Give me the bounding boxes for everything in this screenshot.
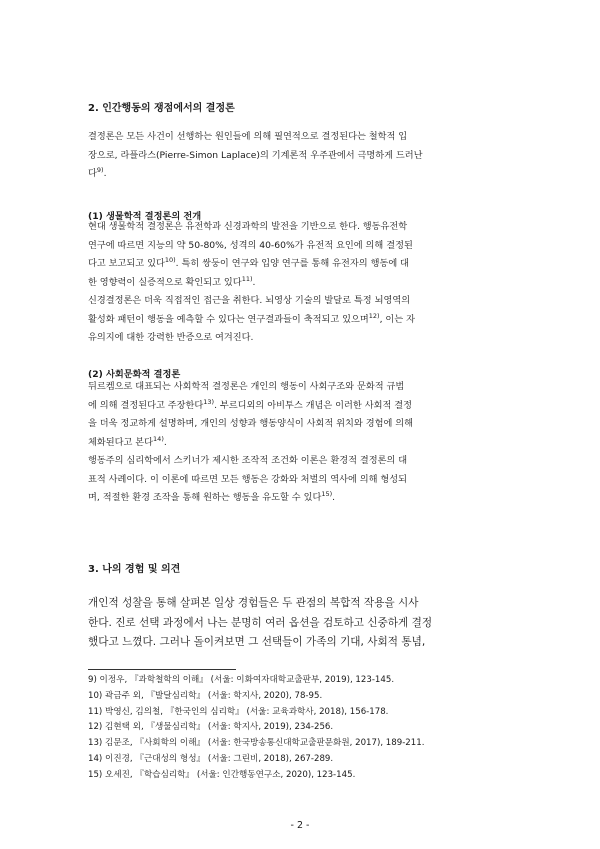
section-3-para (88, 594, 512, 653)
text-line: 표적 사례이다. 이 이론에 따르면 모든 행동은 강화와 처벌의 역사에 의해 형성되 (88, 473, 408, 485)
footnote-item: 9) 이정우, 『과학철학의 이해』 (서울: 이화여자대학교출판부, 2019), 123-145. (88, 675, 395, 685)
text-line: 개인적 성찰을 통해 살펴본 일상 경험들은 두 관점의 복합적 작용을 시사 (88, 597, 419, 609)
text-line: 결정론은 모든 사건이 선행하는 원인들에 의해 필연적으로 결정된다는 철학적 입 (88, 131, 408, 142)
page-number: - 2 - (290, 820, 310, 831)
subsection-2-para-1 (88, 378, 512, 452)
section-2-heading: 2. 인간행동의 쟁점에서의 결정론 (88, 103, 235, 114)
footnotes-list (88, 673, 424, 784)
text-line: 현대 생물학적 결정론은 유전학과 신경과학의 발전을 기반으로 한다. 행동유전학 (88, 221, 408, 232)
footnote-item: 10) 곽금주 외, 『발달심리학』 (서울: 학지사, 2020), 78-95. (88, 690, 323, 701)
text-line: 장으로, 라플라스(Pierre-Simon Laplace)의 기계론적 우주관에서 극명하게 드러난 (88, 149, 423, 161)
subsection-1-para-2 (88, 292, 512, 348)
text-line: 며, 적절한 환경 조작을 통해 원하는 행동을 유도할 수 있다$^{15)}$. (88, 489, 336, 503)
text-line: 체화된다고 본다$^{14)}$. (88, 434, 167, 448)
section-2-intro (88, 128, 512, 184)
text-line: 뒤르켐으로 대표되는 사회학적 결정론은 개인의 행동이 사회구조와 문화적 규범 (88, 381, 405, 392)
text-line: 신경결정론은 더욱 직접적인 접근을 취한다. 뇌영상 기술의 발달로 특정 뇌영역의 (88, 295, 411, 306)
footnote-divider (88, 669, 236, 670)
text-line: 다고 보고되고 있다$^{10)}$. 특히 쌍둥이 연구와 입양 연구를 통해 유전자의 행동에 대 (88, 255, 409, 269)
text-line: 한 영향력이 실증적으로 확인되고 있다$^{11)}$. (88, 274, 256, 288)
footnote-item: 14) 이진경, 『근대성의 형성』 (서울: 그린비, 2018), 267-289. (88, 753, 334, 764)
text-line: 을 더욱 정교하게 설명하며, 개인의 성향과 행동양식이 사회적 위치와 경험에 의해 (88, 418, 414, 429)
subsection-1-title: (1) 생물학적 결정론의 전개 (88, 211, 202, 222)
text-line: 에 의해 결정된다고 주장한다$^{13)}$. 부르디외의 아비투스 개념은 이러한 사회적 결정 (88, 397, 413, 411)
text-line: 활성화 패턴이 행동을 예측할 수 있다는 연구결과들이 축적되고 있으며$^{12)}$, 이는 자 (88, 311, 415, 325)
footnote-item: 12) 김현택 외, 『생물심리학』 (서울: 학지사, 2019), 234-256. (88, 722, 334, 733)
footnote-item: 13) 김문조, 『사회학의 이해』 (서울: 한국방송통신대학교출판문화원, 2017), 189-211. (88, 738, 425, 749)
subsection-2-para-2 (88, 452, 512, 508)
footnote-item: 11) 박영신, 김의철, 『한국인의 심리학』 (서울: 교육과학사, 2018), 156-178. (88, 706, 389, 717)
text-line: 연구에 따르면 지능의 약 50-80%, 성격의 40-60%가 유전적 요인에 의해 결정된 (88, 239, 413, 251)
text-line: 한다. 진로 선택 과정에서 나는 분명히 여러 옵션을 검토하고 신중하게 결정 (88, 616, 433, 629)
text-line: 했다고 느꼈다. 그러나 돌이켜보면 그 선택들이 가족의 기대, 사회적 통념, (88, 636, 426, 648)
subsection-1-para-1 (88, 218, 512, 292)
section-3-heading: 3. 나의 경험 및 의견 (88, 564, 181, 575)
text-line: 유의지에 대한 강력한 반증으로 여겨진다. (88, 332, 254, 343)
footnote-item: 15) 오세진, 『학습심리학』 (서울: 인간행동연구소, 2020), 123-145. (88, 769, 356, 780)
subsection-2-title: (2) 사회문화적 결정론 (88, 369, 181, 380)
text-line: 행동주의 심리학에서 스키너가 제시한 조작적 조건화 이론은 환경적 결정론의 대 (88, 455, 408, 466)
text-line: 다$^{9)}$. (88, 165, 107, 179)
